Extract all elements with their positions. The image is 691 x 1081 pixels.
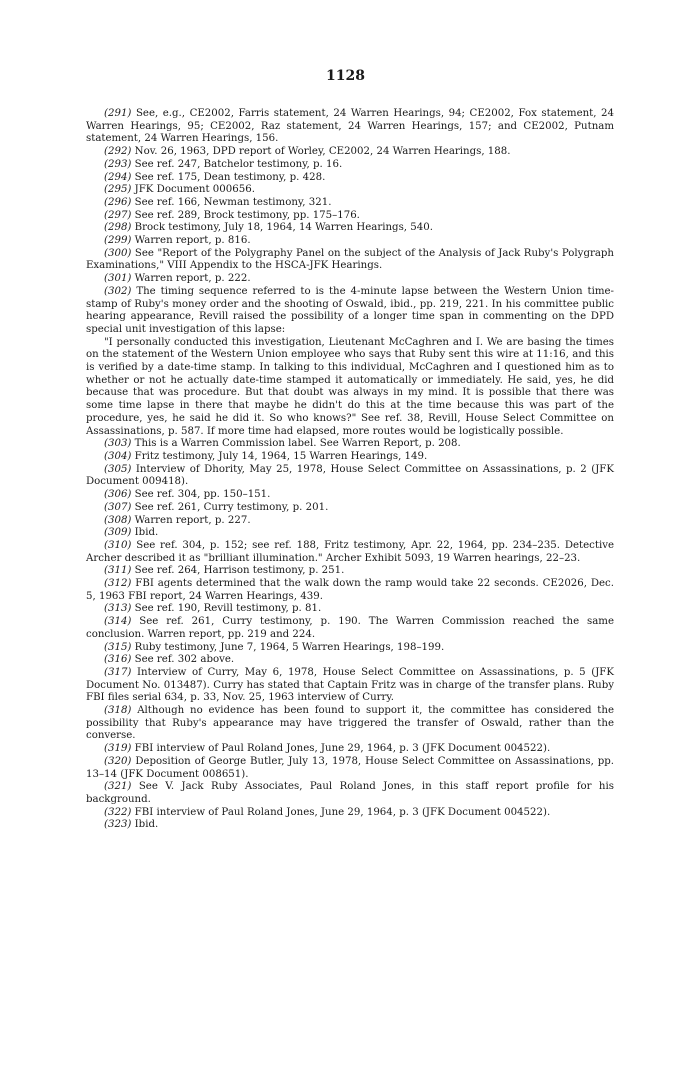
footnote-text: See V. Jack Ruby Associates, Paul Roland Jones, in this staff report profile for his background. xyxy=(86,781,614,805)
footnote-text: Warren report, p. 816. xyxy=(134,235,251,247)
footnote xyxy=(86,705,614,743)
footnote xyxy=(86,286,614,337)
footnote-number: (319) xyxy=(104,743,132,755)
footnote-number: (295) xyxy=(104,184,132,196)
footnote-text: Warren report, p. 227. xyxy=(134,514,251,526)
footnote-text: See ref. 289, Brock testimony, pp. 175–176. xyxy=(134,209,360,221)
footnote-number: (292) xyxy=(104,146,132,158)
footnote xyxy=(86,616,614,641)
footnote-number: (310) xyxy=(104,539,132,551)
page-number: 1128 xyxy=(326,68,365,84)
footnote-text: Ibid. xyxy=(134,527,159,539)
footnote-text: See ref. 175, Dean testimony, p. 428. xyxy=(134,171,326,183)
footnote xyxy=(86,248,614,273)
footnote xyxy=(86,464,614,489)
block-quote: "I personally conducted this investigation, Lieutenant McCaghren and I. We are basing the times on the statement of the Western Union employee who says that Ruby sent this wire at 11:16, and this is verified by a date-time stamp. In talking to this individual, McCaghren and I questioned him as to whether or not he actually date-time stamped it automatically or immediately. He said, yes, he did because that was procedure. But that doubt was always in my mind. It is possible that there was some time lapse in there that maybe he didn't do this at the time because this was part of the procedure, yes, he said he did it. So who knows?" See ref. 38, Revill, House Select Committee on Assassinations, p. 587. If more time had elapsed, more routes would be logistically possible. xyxy=(86,336,614,437)
footnote-number: (294) xyxy=(104,171,132,183)
footnote-number: (301) xyxy=(104,273,132,285)
footnote-number: (293) xyxy=(104,158,132,170)
footnote-text: FBI interview of Paul Roland Jones, June 29, 1964, p. 3 (JFK Document 004522). xyxy=(134,743,551,755)
footnote xyxy=(86,578,614,603)
footnote-text: See ref. 247, Batchelor testimony, p. 16. xyxy=(134,158,343,170)
footnote-text: Brock testimony, July 18, 1964, 14 Warren Hearings, 540. xyxy=(134,222,433,234)
footnote xyxy=(86,210,614,223)
footnote-number: (303) xyxy=(104,438,132,450)
footnote-text: The timing sequence referred to is the 4-minute lapse between the Western Union time-stamp of Ruby's money order and the shooting of Oswald, ibid., pp. 219, 221. In his committee public hearing appearance, Revill raised the possibility of a longer time span in commenting on the DPD special unit investigation of this lapse: xyxy=(86,285,614,335)
footnote xyxy=(86,565,614,578)
footnote-text: Ibid. xyxy=(134,819,159,831)
footnote-number: (314) xyxy=(104,616,132,628)
footnote-number: (300) xyxy=(104,247,132,259)
footnotes-list xyxy=(86,108,614,832)
footnote xyxy=(86,540,614,565)
footnote xyxy=(86,515,614,528)
footnote-text: See ref. 304, p. 152; see ref. 188, Fritz testimony, Apr. 22, 1964, pp. 234–235. Detective Archer described it as "brilliant illumination." Archer Exhibit 5093, 19 Warren hearings, 22–23. xyxy=(86,539,614,564)
footnote-text: See, e.g., CE2002, Farris statement, 24 Warren Hearings, 94; CE2002, Fox statement, 24 Warren Hearings, 95; CE2002, Raz statement, 24 Warren Hearings, 157; and CE2002, Putnam statement, 24 Warren Hearings, 156. xyxy=(86,108,614,145)
footnote xyxy=(86,172,614,185)
footnote-text: See ref. 304, pp. 150–151. xyxy=(134,489,271,501)
footnote-number: (305) xyxy=(104,463,132,475)
footnote xyxy=(86,235,614,248)
footnote-number: (302) xyxy=(104,285,132,297)
footnote-number: (313) xyxy=(104,603,132,615)
footnote xyxy=(86,603,614,616)
footnote-text: Fritz testimony, July 14, 1964, 15 Warren Hearings, 149. xyxy=(134,450,428,462)
footnote xyxy=(86,222,614,235)
footnote xyxy=(86,781,614,806)
footnote-number: (318) xyxy=(104,705,132,717)
footnote xyxy=(86,642,614,655)
footnote-text: Nov. 26, 1963, DPD report of Worley, CE2002, 24 Warren Hearings, 188. xyxy=(134,146,511,158)
footnote-text: Although no evidence has been found to support it, the committee has considered the possibility that Ruby's appearance may have triggered the transfer of Oswald, rather than the converse. xyxy=(86,705,614,742)
footnote xyxy=(86,451,614,464)
footnote-text: See ref. 261, Curry testimony, p. 190. The Warren Commission reached the same conclusion. Warren report, pp. 219 and 224. xyxy=(86,616,614,640)
footnote xyxy=(86,108,614,146)
footnote-text: See ref. 190, Revill testimony, p. 81. xyxy=(134,603,322,615)
footnote-number: (291) xyxy=(104,108,132,119)
footnote-text: Warren report, p. 222. xyxy=(134,273,251,285)
footnote-text: Interview of Dhority, May 25, 1978, House Select Committee on Assassinations, p. 2 (JFK Document 009418). xyxy=(86,463,614,488)
footnote-number: (299) xyxy=(104,235,132,247)
footnote xyxy=(86,654,614,667)
footnote-text: See ref. 166, Newman testimony, 321. xyxy=(134,196,332,208)
footnote-text: Ruby testimony, June 7, 1964, 5 Warren Hearings, 198–199. xyxy=(134,641,445,653)
footnote xyxy=(86,527,614,540)
footnote-text: Deposition of George Butler, July 13, 1978, House Select Committee on Assassinations, pp. 13–14 (JFK Document 008651). xyxy=(86,755,614,780)
footnote-number: (297) xyxy=(104,209,132,221)
footnote xyxy=(86,438,614,451)
footnote xyxy=(86,146,614,159)
footnote xyxy=(86,502,614,515)
footnote-text: Interview of Curry, May 6, 1978, House Select Committee on Assassinations, p. 5 (JFK Document No. 013487). Curry has stated that Captain Fritz was in charge of the transfer plans. Ruby FBI files serial 634, p. 33, Nov. 25, 1963 interview of Curry. xyxy=(86,666,614,704)
footnote-text: JFK Document 000656. xyxy=(134,184,255,196)
footnote xyxy=(86,197,614,210)
footnote-number: (317) xyxy=(104,666,132,678)
footnote xyxy=(86,667,614,705)
footnote-number: (307) xyxy=(104,501,132,513)
footnote-number: (311) xyxy=(104,565,132,577)
footnote-text: See "Report of the Polygraphy Panel on the subject of the Analysis of Jack Ruby's Polygraph Examinations," VIII Appendix to the HSCA-JFK Hearings. xyxy=(86,247,614,272)
footnote-text: See ref. 264, Harrison testimony, p. 251. xyxy=(134,565,345,577)
footnote-number: (312) xyxy=(104,578,132,590)
footnote-number: (304) xyxy=(104,450,132,462)
footnote-text: FBI interview of Paul Roland Jones, June 29, 1964, p. 3 (JFK Document 004522). xyxy=(134,806,551,818)
footnote xyxy=(86,756,614,781)
footnote-number: (308) xyxy=(104,514,132,526)
footnote xyxy=(86,743,614,756)
footnote xyxy=(86,273,614,286)
footnote-number: (316) xyxy=(104,654,132,666)
footnote-number: (298) xyxy=(104,222,132,234)
footnote-number: (306) xyxy=(104,489,132,501)
footnote-text: FBI agents determined that the walk down the ramp would take 22 seconds. CE2026, Dec. 5, 1963 FBI report, 24 Warren Hearings, 439. xyxy=(86,578,614,602)
footnote xyxy=(86,489,614,502)
footnote xyxy=(86,819,614,832)
footnote-text: See ref. 261, Curry testimony, p. 201. xyxy=(134,501,329,513)
footnote-number: (296) xyxy=(104,196,132,208)
footnote-number: (320) xyxy=(104,755,132,767)
footnote-text: See ref. 302 above. xyxy=(134,654,235,666)
footnote-text: This is a Warren Commission label. See Warren Report, p. 208. xyxy=(134,438,461,450)
footnote-number: (321) xyxy=(104,781,132,793)
footnote-number: (309) xyxy=(104,527,132,539)
footnote-number: (322) xyxy=(104,806,132,818)
footnote-number: (315) xyxy=(104,641,132,653)
footnote xyxy=(86,184,614,197)
footnote xyxy=(86,807,614,820)
footnote xyxy=(86,159,614,172)
footnote-number: (323) xyxy=(104,819,132,831)
